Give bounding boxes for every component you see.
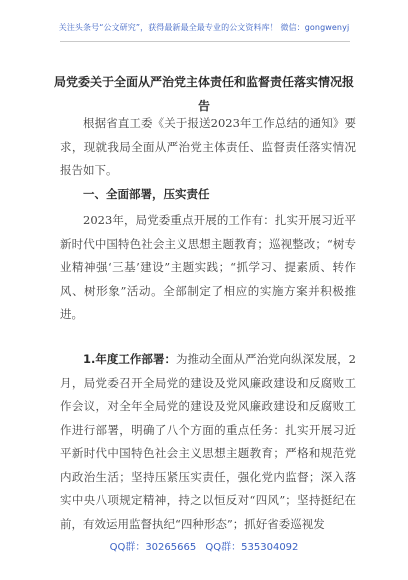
footer-contact [0,538,408,553]
annual-work-heading: 1.年度工作部署： [83,352,176,366]
footer-qq-group-2: QQ群：535304092 [205,542,299,553]
intro-paragraph: 根据省直工委《关于报送2023年工作总结的通知》要求，现就我局全面从严治党主体责任、监督责任落实情况报告如下。 [60,116,356,177]
annual-work-paragraph [60,348,356,536]
section-1-paragraph: 2023年，局党委重点开展的工作有：扎实开展习近平新时代中国特色社会主义思想主题教育；巡视整改；“树专业精神强‘三基’建设”主题实践；“抓学习、提素质、转作风、树形象”活动。全部制定了相应的实施方案并积极推进。 [60,213,356,321]
document-title [40,70,368,118]
header-divider [60,41,350,42]
document-title-line-2: 告 [197,99,210,113]
footer-qq-group-1: QQ群：30265665 [109,542,197,553]
document-title-line-1: 局党委关于全面从严治党主体责任和监督责任落实情况报 [53,75,354,89]
header-banner: 关注头条号“公文研究”，获得最新最全最专业的公文资料库！ 微信：gongwenyj [58,23,350,32]
annual-work-text: 为推动全面从严治党向纵深发展，2月，局党委召开全局党的建设及党风廉政建设和反腐败工作会议，对全年全局党的建设及党风廉政建设和反腐败工作进行部署，明确了八个方面的重点任务：扎实开展习近平新时代中国特色社会主义思想主题教育；严格和规范党内政治生活；坚持压紧压实责任，强化党内监督；深入落实中央八项规定精神，持之以恒反对“四风”；坚持挺纪在前，有效运用监督执纪“四种形态”；抓好省委巡视发 [60,352,356,531]
section-heading-1: 一、全面部署，压实责任 [83,187,210,201]
